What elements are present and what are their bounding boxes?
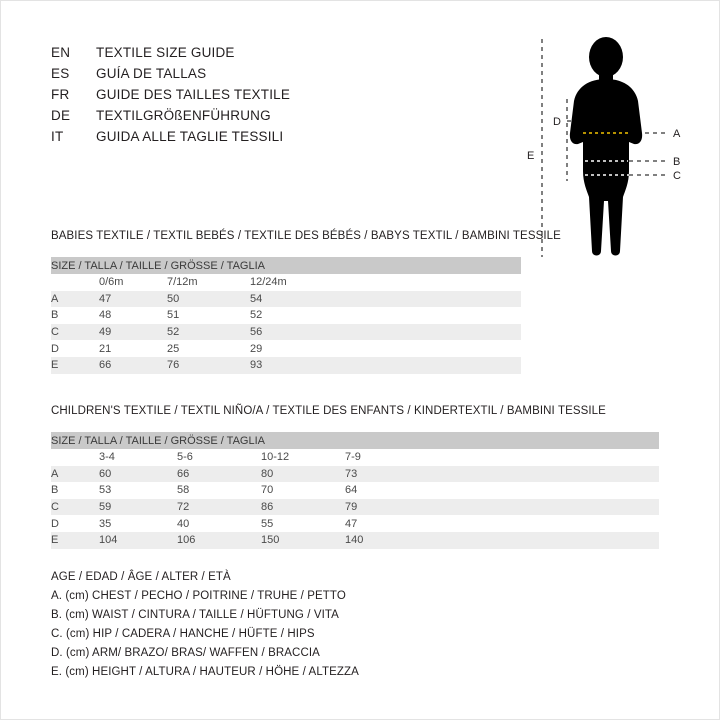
- children-e-1: 106: [177, 532, 261, 549]
- figure-label-a: A: [673, 128, 681, 140]
- children-column-0: 3-4: [99, 449, 177, 466]
- babies-row-label-e: E: [51, 357, 99, 374]
- language-title-es: GUÍA DE TALLAS: [96, 66, 207, 81]
- table-row: [51, 340, 521, 357]
- table-row: [51, 499, 659, 516]
- children-d-2: 55: [261, 515, 345, 532]
- table-row: [51, 357, 521, 374]
- children-e-0: 104: [99, 532, 177, 549]
- babies-c-1: 52: [167, 324, 250, 341]
- babies-a-0: 47: [99, 291, 167, 308]
- children-column-3: 7-9: [345, 449, 659, 466]
- table-row: [51, 515, 659, 532]
- babies-b-2: 52: [250, 307, 521, 324]
- babies-d-0: 21: [99, 340, 167, 357]
- babies-e-2: 93: [250, 357, 521, 374]
- babies-b-1: 51: [167, 307, 250, 324]
- legend-title: AGE / EDAD / ÂGE / ALTER / ETÀ: [51, 571, 231, 583]
- table-row: [51, 291, 521, 308]
- babies-column-0: 0/6m: [99, 274, 167, 291]
- children-c-1: 72: [177, 499, 261, 516]
- children-a-0: 60: [99, 466, 177, 483]
- figure-label-d: D: [553, 116, 561, 128]
- figure-label-b: B: [673, 156, 681, 168]
- language-row-de: [51, 108, 471, 129]
- table-row: [51, 307, 521, 324]
- babies-e-1: 76: [167, 357, 250, 374]
- language-code-es: ES: [51, 66, 70, 81]
- babies-column-1: 7/12m: [167, 274, 250, 291]
- table-row: [51, 532, 659, 549]
- children-row-label-b: B: [51, 482, 99, 499]
- children-a-1: 66: [177, 466, 261, 483]
- babies-d-2: 29: [250, 340, 521, 357]
- language-code-en: EN: [51, 45, 71, 60]
- babies-column-2: 12/24m: [250, 274, 521, 291]
- babies-row-label-c: C: [51, 324, 99, 341]
- children-section-heading: CHILDREN'S TEXTILE / TEXTIL NIÑO/A / TEXTILE DES ENFANTS / KINDERTEXTIL / BAMBINI TESSILE: [51, 405, 606, 417]
- table-row: [51, 482, 659, 499]
- table-header-row: [51, 432, 659, 449]
- children-size-label: SIZE / TALLA / TAILLE / GRÖSSE / TAGLIA: [51, 434, 265, 447]
- children-column-1: 5-6: [177, 449, 261, 466]
- legend-line-a: A. (cm) CHEST / PECHO / POITRINE / TRUHE / PETTO: [51, 590, 346, 602]
- children-row-label-d: D: [51, 515, 99, 532]
- body-silhouette: [570, 37, 642, 256]
- language-title-de: TEXTILGRÖßENFÜHRUNG: [96, 108, 271, 123]
- babies-d-1: 25: [167, 340, 250, 357]
- legend-line-c: C. (cm) HIP / CADERA / HANCHE / HÜFTE / HIPS: [51, 628, 315, 640]
- babies-size-table: [51, 257, 521, 374]
- children-a-2: 80: [261, 466, 345, 483]
- language-row-es: [51, 66, 471, 87]
- babies-section-heading: BABIES TEXTILE / TEXTIL BEBÉS / TEXTILE DES BÉBÉS / BABYS TEXTIL / BAMBINI TESSILE: [51, 230, 561, 242]
- babies-b-0: 48: [99, 307, 167, 324]
- figure-label-e: E: [527, 150, 535, 162]
- babies-c-2: 56: [250, 324, 521, 341]
- language-title-block: [51, 45, 471, 150]
- table-header-row: [51, 257, 521, 274]
- table-row: [51, 466, 659, 483]
- children-b-2: 70: [261, 482, 345, 499]
- legend-line-d: D. (cm) ARM/ BRAZO/ BRAS/ WAFFEN / BRACCIA: [51, 647, 320, 659]
- children-b-3: 64: [345, 482, 659, 499]
- children-row-label-c: C: [51, 499, 99, 516]
- children-row-label-a: A: [51, 466, 99, 483]
- children-column-row: [51, 449, 659, 466]
- children-d-0: 35: [99, 515, 177, 532]
- babies-e-0: 66: [99, 357, 167, 374]
- figure-label-c: C: [673, 170, 681, 182]
- children-row-label-e: E: [51, 532, 99, 549]
- children-d-1: 40: [177, 515, 261, 532]
- babies-row-label-b: B: [51, 307, 99, 324]
- babies-row-label-d: D: [51, 340, 99, 357]
- babies-c-0: 49: [99, 324, 167, 341]
- language-code-fr: FR: [51, 87, 70, 102]
- legend-line-e: E. (cm) HEIGHT / ALTURA / HAUTEUR / HÖHE / ALTEZZA: [51, 666, 359, 678]
- children-d-3: 47: [345, 515, 659, 532]
- language-title-en: TEXTILE SIZE GUIDE: [96, 45, 235, 60]
- children-size-table: [51, 432, 659, 549]
- children-e-2: 150: [261, 532, 345, 549]
- children-column-2: 10-12: [261, 449, 345, 466]
- language-row-fr: [51, 87, 471, 108]
- table-row: [51, 324, 521, 341]
- babies-column-row: [51, 274, 521, 291]
- language-title-fr: GUIDE DES TAILLES TEXTILE: [96, 87, 291, 102]
- language-row-it: [51, 129, 471, 150]
- children-a-3: 73: [345, 466, 659, 483]
- children-c-0: 59: [99, 499, 177, 516]
- children-e-3: 140: [345, 532, 659, 549]
- measurement-legend: [51, 571, 359, 685]
- language-title-it: GUIDA ALLE TAGLIE TESSILI: [96, 129, 284, 144]
- babies-a-2: 54: [250, 291, 521, 308]
- children-c-2: 86: [261, 499, 345, 516]
- language-row-en: [51, 45, 471, 66]
- empty-cell: [51, 449, 99, 466]
- legend-line-b: B. (cm) WAIST / CINTURA / TAILLE / HÜFTUNG / VITA: [51, 609, 339, 621]
- children-b-1: 58: [177, 482, 261, 499]
- children-c-3: 79: [345, 499, 659, 516]
- babies-a-1: 50: [167, 291, 250, 308]
- babies-size-label: SIZE / TALLA / TAILLE / GRÖSSE / TAGLIA: [51, 259, 265, 272]
- children-b-0: 53: [99, 482, 177, 499]
- babies-row-label-a: A: [51, 291, 99, 308]
- empty-cell: [51, 274, 99, 291]
- language-code-it: IT: [51, 129, 64, 144]
- language-code-de: DE: [51, 108, 71, 123]
